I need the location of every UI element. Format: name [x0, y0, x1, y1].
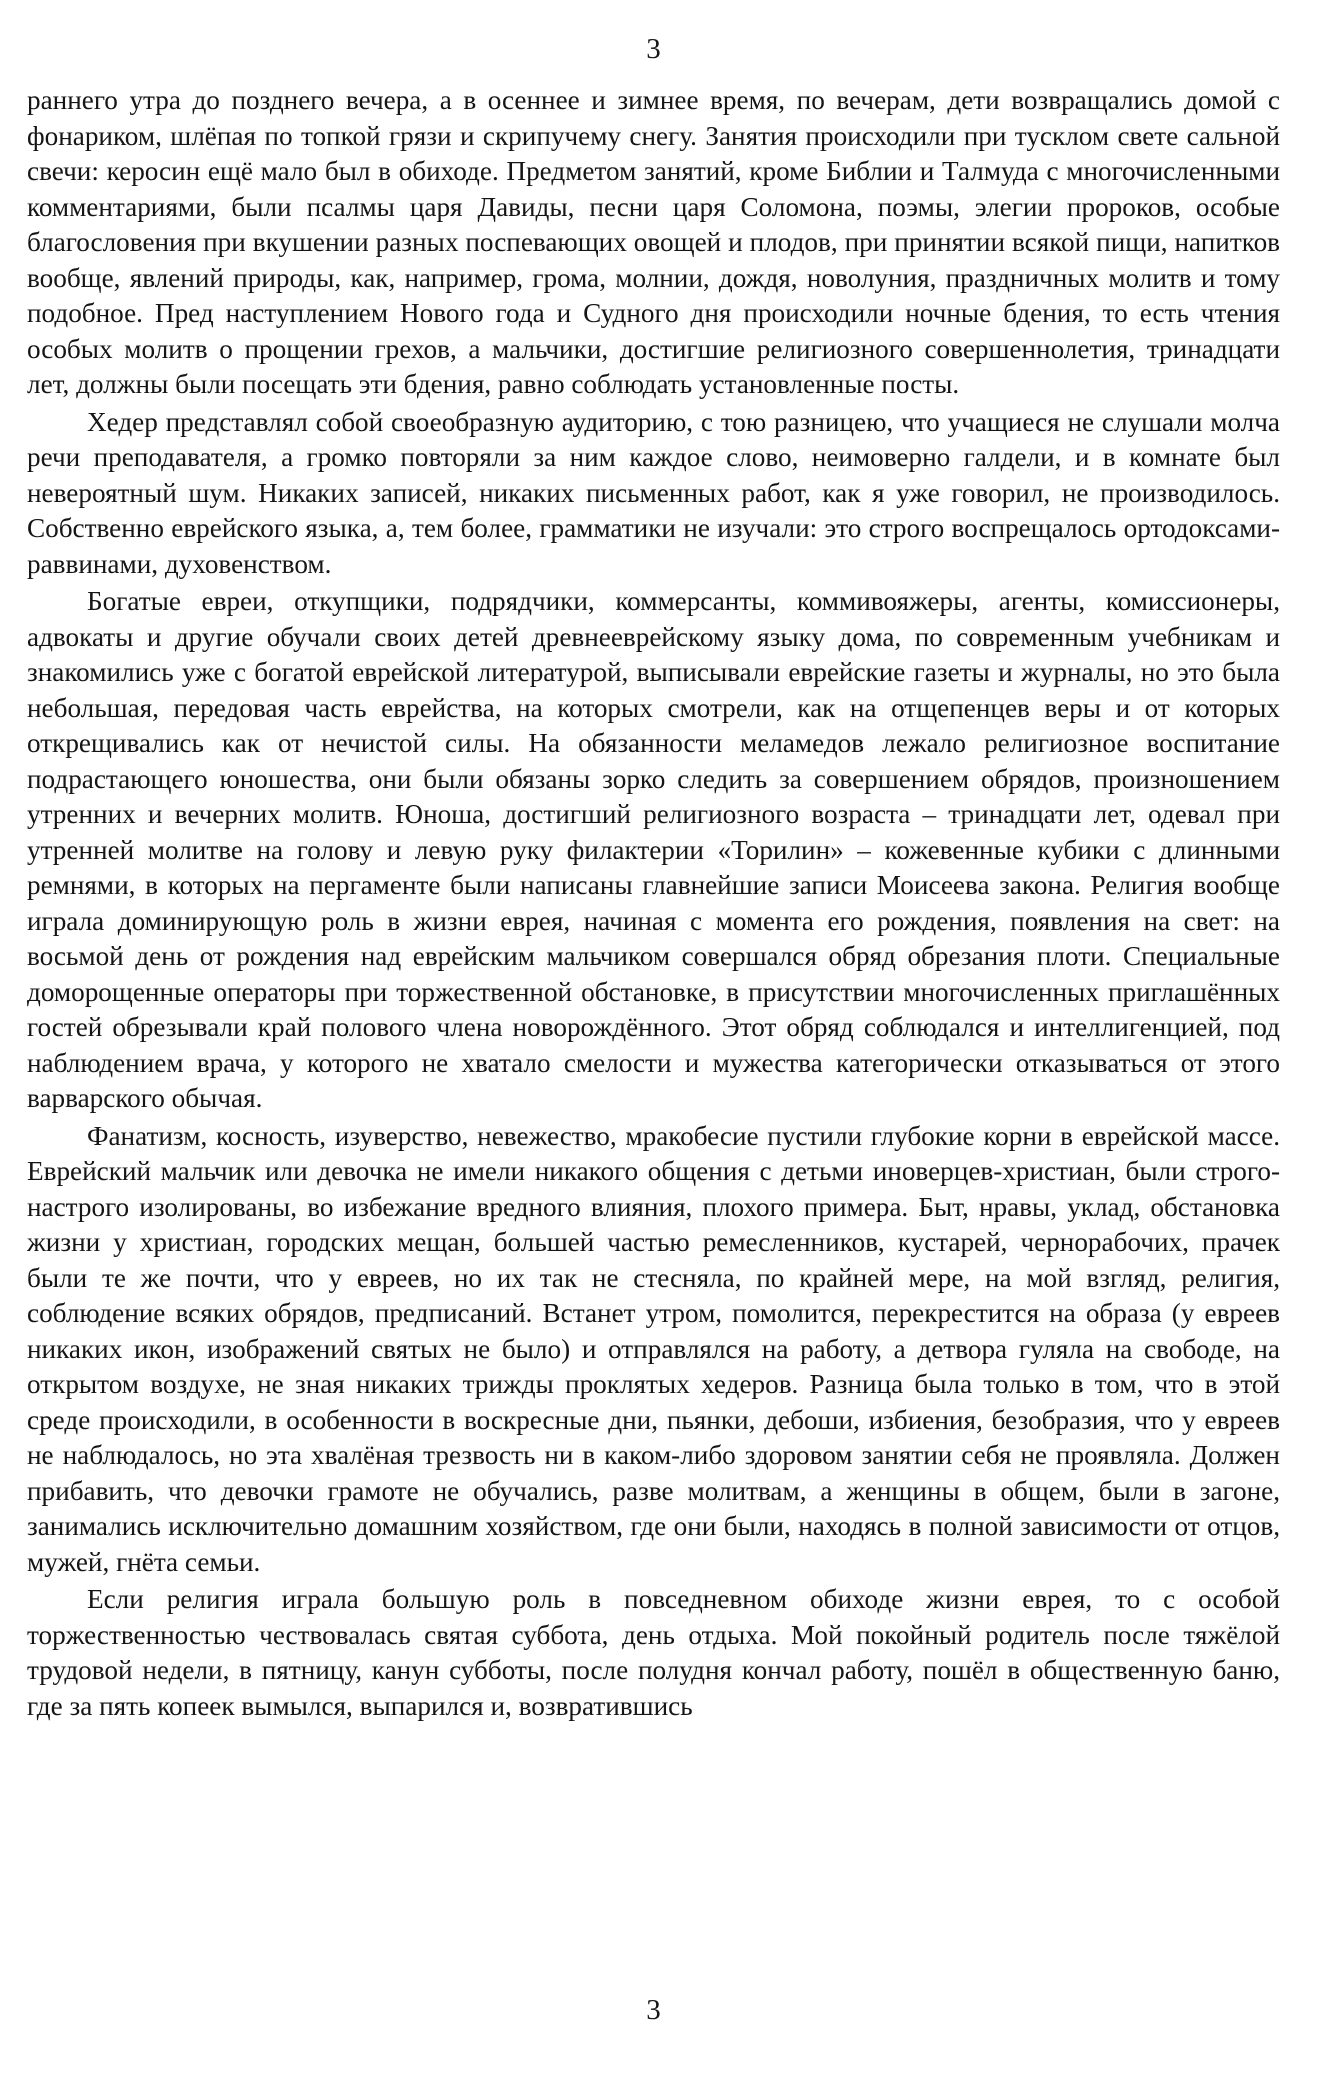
- paragraph-5: Если религия играла большую роль в повседневном обиходе жизни еврея, то с особой торжественностью чествовалась святая суббота, день отдыха. Мой покойный родитель после тяжёлой трудовой недели, в пятницу, канун субботы, после полудня кончал работу, пошёл в общественную баню, где за пять копеек вымылся, выпарился и, возвратившись: [27, 1584, 1280, 1721]
- paragraph-4: Фанатизм, косность, изуверство, невежество, мракобесие пустили глубокие корни в еврейской массе. Еврейский мальчик или девочка не имели никакого общения с детьми иноверцев-христиан, были строго-настрого изолированы, во избежание вредного влияния, плохого примера. Быт, нравы, уклад, обстановка жизни у христиан, городских мещан, большей частью ремесленников, кустарей, чернорабочих, прачек были те же почти, что у евреев, но их так не стесняла, по крайней мере, на мой взгляд, религия, соблюдение всяких обрядов, предписаний. Встанет утром, помолится, перекрестится на образа (у евреев никаких икон, изображений святых не было) и отправлялся на работу, а детвора гуляла на свободе, на открытом воздухе, не зная никаких трижды проклятых хедеров. Разница была только в том, что в этой среде происходили, в особенности в воскресные дни, пьянки, дебоши, избиения, безобразия, что у евреев не наблюдалось, но эта хвалёная трезвость ни в каком-либо здоровом занятии себя не проявляла. Должен прибавить, что девочки грамоте не обучались, разве молитвам, а женщины в общем, были в загоне, занимались исключительно домашним хозяйством, где они были, находясь в полной зависимости от отцов, мужей, гнёта семьи.: [27, 1120, 1280, 1577]
- document-page: [27, 0, 1280, 2076]
- page-number-bottom: 3: [646, 1994, 661, 2026]
- paragraph-2: Хедер представлял собой своеобразную аудиторию, с тою разницею, что учащиеся не слушали молча речи преподавателя, а громко повторяли за ним каждое слово, неимоверно галдели, и в комнате был невероятный шум. Никаких записей, никаких письменных работ, как я уже говорил, не производилось. Собственно еврейского языка, а, тем более, грамматики не изучали: это строго воспрещалось ортодоксами-раввинами, духовенством.: [27, 406, 1280, 579]
- paragraph-1: раннего утра до позднего вечера, а в осеннее и зимнее время, по вечерам, дети возвращались домой с фонариком, шлёпая по топкой грязи и скрипучему снегу. Занятия происходили при тусклом свете сальной свечи: керосин ещё мало был в обиходе. Предметом занятий, кроме Библии и Талмуда с многочисленными комментариями, были псалмы царя Давиды, песни царя Соломона, поэмы, элегии пророков, особые благословения при вкушении разных поспевающих овощей и плодов, при принятии всякой пищи, напитков вообще, явлений природы, как, например, грома, молнии, дождя, новолуния, праздничных молитв и тому подобное. Пред наступлением Нового года и Судного дня происходили ночные бдения, то есть чтения особых молитв о прощении грехов, а мальчики, достигшие религиозного совершеннолетия, тринадцати лет, должны были посещать эти бдения, равно соблюдать установленные посты.: [27, 85, 1280, 399]
- document-body: [27, 83, 1280, 1724]
- paragraph-3: Богатые евреи, откупщики, подрядчики, коммерсанты, коммивояжеры, агенты, комиссионеры, адвокаты и другие обучали своих детей древнееврейскому языку дома, по современным учебникам и знакомились уже с богатой еврейской литературой, выписывали еврейские газеты и журналы, но это была небольшая, передовая часть еврейства, на которых смотрели, как на отщепенцев веры и от которых открещивались как от нечистой силы. На обязанности меламедов лежало религиозное воспитание подрастающего юношества, они были обязаны зорко следить за совершением обрядов, произношением утренних и вечерних молитв. Юноша, достигший религиозного возраста – тринадцати лет, одевал при утренней молитве на голову и левую руку филактерии «Торилин» – кожевенные кубики с длинными ремнями, в которых на пергаменте были написаны главнейшие записи Моисеева закона. Религия вообще играла доминирующую роль в жизни еврея, начиная с момента его рождения, появления на свет: на восьмой день от рождения над еврейским мальчиком совершался обряд обрезания плоти. Специальные доморощенные операторы при торжественной обстановке, в присутствии многочисленных приглашённых гостей обрезывали край полового члена новорождённого. Этот обряд соблюдался и интеллигенцией, под наблюдением врача, у которого не хватало смелости и мужества категорически отказываться от этого варварского обычая.: [27, 586, 1280, 1113]
- page-number-top: 3: [646, 33, 661, 65]
